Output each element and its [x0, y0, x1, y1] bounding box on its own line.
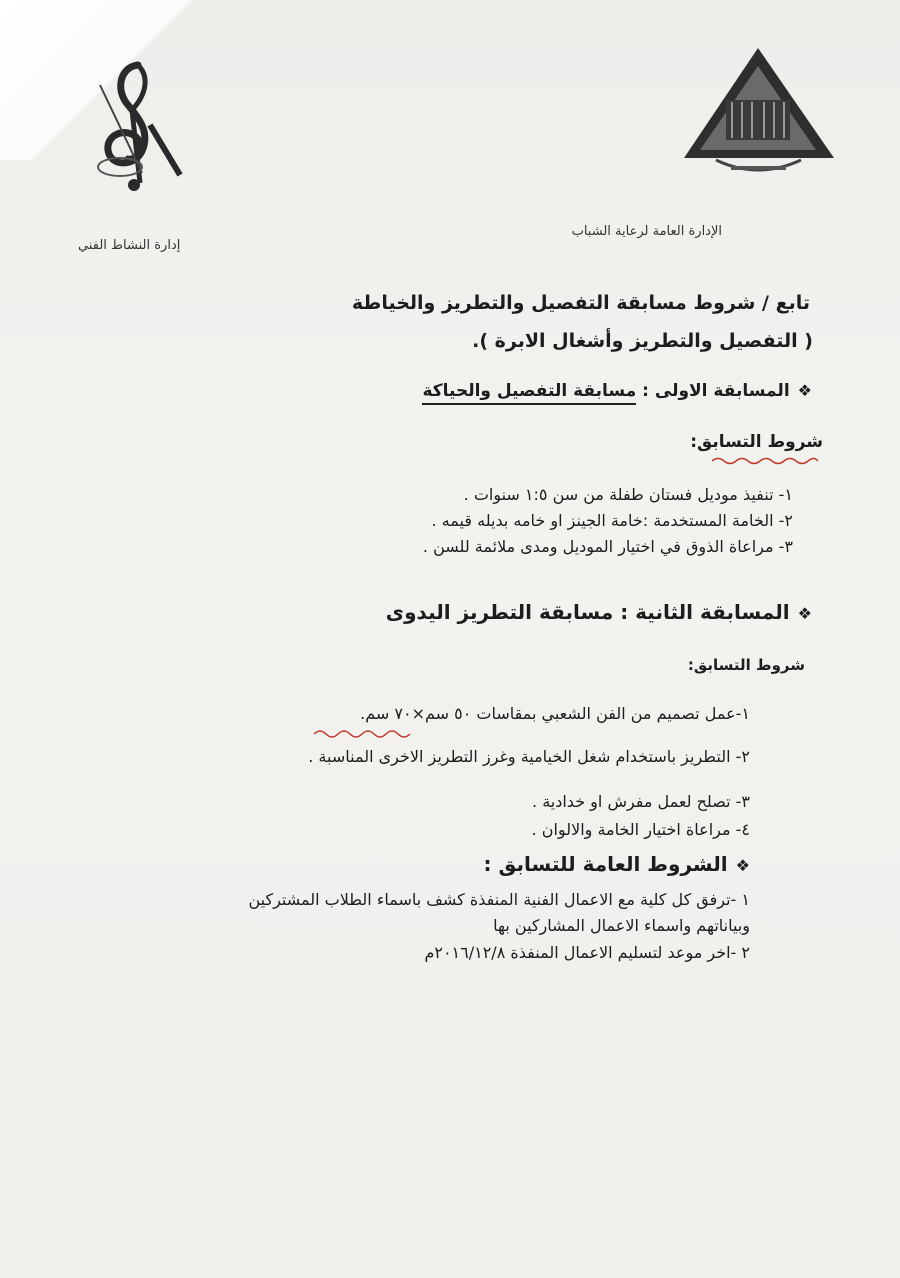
section1-heading-title: مسابقة التفصيل والحياكة: [422, 381, 636, 405]
section2-heading: [386, 600, 812, 624]
section2-item-1: ١-عمل تصميم من الفن الشعبي بمقاسات ٥٠ سم×٧٠ سم.: [360, 704, 750, 723]
section1-item-1: ١- تنفيذ موديل فستان طفلة من سن ١:٥ سنوات .: [463, 485, 793, 504]
section2-item-3: ٣- تصلح لعمل مفرش او خدادية .: [532, 792, 750, 811]
section1-heading-prefix: المسابقة الاولى :: [642, 381, 790, 401]
section3-item-1-continued: وبياناتهم واسماء الاعمال المشاركين بها: [493, 916, 750, 935]
diamond-bullet-icon: ❖: [797, 381, 812, 400]
section3-item-1: ١ -ترفق كل كلية مع الاعمال الفنية المنفذة كشف باسماء الطلاب المشتركين: [248, 890, 750, 909]
section2-item-4: ٤- مراعاة اختيار الخامة والالوان .: [531, 820, 750, 839]
section3-heading-text: الشروط العامة للتسابق :: [483, 852, 728, 876]
diamond-bullet-icon: ❖: [797, 604, 812, 623]
section2-heading-title: مسابقة التطريز اليدوى: [385, 600, 614, 624]
diamond-bullet-icon: ❖: [735, 856, 750, 875]
section1-conditions-label: شروط التسابق:: [690, 432, 823, 452]
section1-item-3: ٣- مراعاة الذوق في اختيار الموديل ومدى ملائمة للسن .: [422, 537, 793, 556]
section1-item-2: ٢- الخامة المستخدمة :خامة الجينز او خامه بديله قيمه .: [431, 511, 793, 530]
university-emblem-icon: [676, 40, 841, 190]
treble-clef-logo-icon: [80, 55, 190, 195]
section3-item-2: ٢ -اخر موعد لتسليم الاعمال المنفذة ٢٠١٦/١٢/٨م: [424, 943, 750, 962]
section2-conditions-label: شروط التسابق:: [687, 656, 805, 674]
wavy-underline-annotation: [312, 728, 412, 740]
section2-heading-prefix: المسابقة الثانية :: [620, 600, 790, 624]
page-title-line2: ( التفصيل والتطريز وأشغال الابرة ).: [472, 330, 813, 352]
org-name-right: الإدارة العامة لرعاية الشباب: [571, 224, 722, 239]
page-title-line1: تابع / شروط مسابقة التفصيل والتطريز والخياطة: [351, 292, 810, 314]
section1-heading: [422, 381, 812, 401]
wavy-underline-annotation: [710, 456, 820, 466]
section3-heading: [483, 852, 750, 876]
org-name-left: إدارة النشاط الفني: [78, 238, 181, 253]
section2-item-2: ٢- التطريز باستخدام شغل الخيامية وغرز التطريز الاخرى المناسبة .: [308, 747, 750, 766]
